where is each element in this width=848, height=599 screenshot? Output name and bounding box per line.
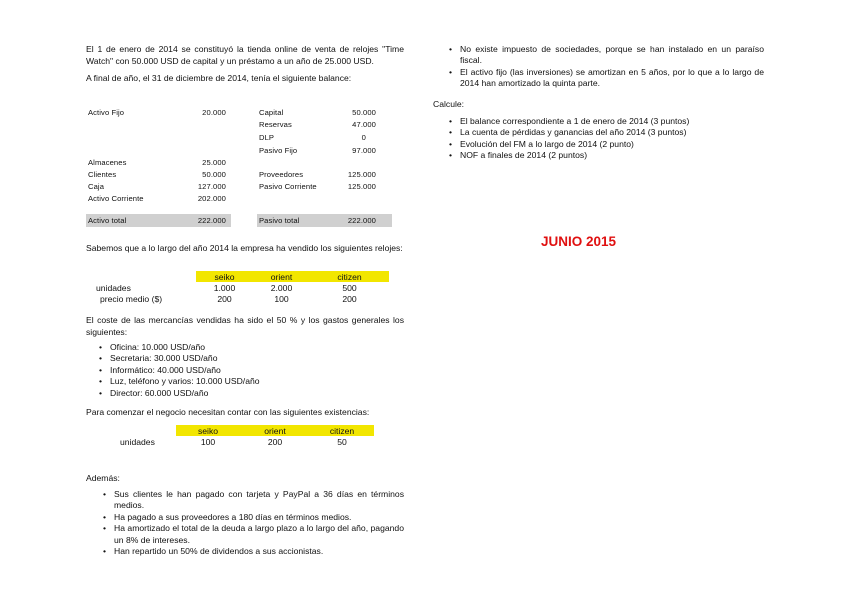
- balance-value: 0: [361, 133, 366, 142]
- total-assets-label: Activo total: [88, 216, 127, 225]
- table-corner: [96, 271, 196, 282]
- list-item: • Ha pagado a sus proveedores a 180 días en términos medios.: [100, 512, 404, 523]
- table-cell: 2.000: [270, 282, 293, 293]
- list-item: • Secretaria: 30.000 USD/año: [96, 353, 396, 364]
- table-header: orient: [253, 271, 310, 282]
- exam-date-title: JUNIO 2015: [541, 234, 617, 249]
- table-header: citizen: [310, 271, 389, 282]
- intro-paragraph-2: [86, 73, 404, 85]
- intro-text-1: El 1 de enero de 2014 se constituyó la tienda online de venta de relojes "Time Watch" con 50.000 USD de capital y un préstamo a un año de 25.000 USD.: [86, 44, 404, 66]
- list-item: • Oficina: 10.000 USD/año: [96, 342, 396, 353]
- tasks-list: [446, 116, 764, 162]
- list-item: • NOF a finales de 2014 (2 puntos): [446, 150, 764, 161]
- total-assets-value: 222.000: [197, 216, 226, 225]
- sales-intro: [86, 243, 404, 255]
- costs-list: [96, 342, 396, 399]
- table-header: seiko: [176, 425, 240, 436]
- balance-value: 127.000: [197, 182, 226, 191]
- stock-intro-text: Para comenzar el negocio necesitan contar con las siguientes existencias:: [86, 407, 370, 417]
- table-cell: 200: [342, 293, 357, 304]
- total-assets-row: [86, 214, 231, 227]
- balance-value: 97.000: [352, 146, 376, 155]
- balance-label: Pasivo Corriente: [259, 182, 317, 191]
- total-liabilities-label: Pasivo total: [259, 216, 300, 225]
- table-cell: 1.000: [213, 282, 236, 293]
- balance-label: Caja: [88, 182, 105, 191]
- balance-label: DLP: [259, 133, 275, 142]
- notes-list: [446, 44, 764, 90]
- balance-label: Reservas: [259, 120, 292, 129]
- stock-table: [114, 425, 374, 447]
- balance-label: Activo Corriente: [88, 194, 144, 203]
- ademas-list: [100, 489, 404, 557]
- balance-sheet: [86, 108, 392, 228]
- balance-value: 47.000: [352, 120, 376, 129]
- list-item: • No existe impuesto de sociedades, porque se han instalado en un paraíso fiscal.: [446, 44, 764, 67]
- balance-label: Pasivo Fijo: [259, 146, 298, 155]
- balance-label: Clientes: [88, 170, 117, 179]
- list-item: • Evolución del FM a lo largo de 2014 (2 punto): [446, 139, 764, 150]
- list-item: • Han repartido un 50% de dividendos a sus accionistas.: [100, 546, 404, 557]
- table-cell: 100: [200, 436, 216, 447]
- balance-value: 25.000: [202, 158, 226, 167]
- list-item: • Director: 60.000 USD/año: [96, 388, 396, 399]
- balance-value: 125.000: [347, 170, 376, 179]
- calcule-label: Calcule:: [433, 99, 465, 109]
- balance-value: 50.000: [352, 108, 376, 117]
- table-cell: 500: [342, 282, 357, 293]
- balance-value: 125.000: [347, 182, 376, 191]
- stock-intro: [86, 407, 404, 419]
- table-cell: 200: [217, 293, 232, 304]
- row-label: unidades: [96, 282, 131, 293]
- intro-text-2: A final de año, el 31 de diciembre de 2014, tenía el siguiente balance:: [86, 73, 352, 83]
- table-cell: 50: [337, 436, 347, 447]
- sales-table: [96, 271, 389, 304]
- table-cell: 200: [267, 436, 283, 447]
- list-item: • La cuenta de pérdidas y ganancias del año 2014 (3 puntos): [446, 127, 764, 138]
- balance-value: 20.000: [202, 108, 226, 117]
- costs-intro: [86, 315, 404, 338]
- balance-label: Capital: [259, 108, 284, 117]
- list-item: • El activo fijo (las inversiones) se amortizan en 5 años, por lo que a lo largo de 2014 han amortizado la quinta parte.: [446, 67, 764, 90]
- intro-paragraph: [86, 44, 404, 67]
- list-item: • Sus clientes le han pagado con tarjeta y PayPal a 36 días en términos medios.: [100, 489, 404, 512]
- table-corner: [114, 425, 176, 436]
- balance-value: 50.000: [202, 170, 226, 179]
- total-liabilities-value: 222.000: [347, 216, 376, 225]
- balance-label: Activo Fijo: [88, 108, 125, 117]
- list-item: • El balance correspondiente a 1 de enero de 2014 (3 puntos): [446, 116, 764, 127]
- row-label: unidades: [120, 436, 155, 447]
- table-header: orient: [240, 425, 310, 436]
- table-header: seiko: [196, 271, 253, 282]
- total-liabilities-row: [257, 214, 392, 227]
- table-header: citizen: [310, 425, 374, 436]
- ademas-title: Además:: [86, 473, 120, 483]
- list-item: • Informático: 40.000 USD/año: [96, 365, 396, 376]
- row-label: precio medio ($): [100, 293, 163, 304]
- list-item: • Ha amortizado el total de la deuda a largo plazo a lo largo del año, pagando un 8% de intereses.: [100, 523, 404, 546]
- table-cell: 100: [274, 293, 289, 304]
- balance-value: 202.000: [197, 194, 226, 203]
- costs-intro-text: El coste de las mercancías vendidas ha sido el 50 % y los gastos generales los siguientes:: [86, 315, 404, 337]
- balance-label: Proveedores: [259, 170, 304, 179]
- balance-label: Almacenes: [88, 158, 127, 167]
- sales-intro-text: Sabemos que a lo largo del año 2014 la empresa ha vendido los siguientes relojes:: [86, 243, 403, 253]
- list-item: • Luz, teléfono y varios: 10.000 USD/año: [96, 376, 396, 387]
